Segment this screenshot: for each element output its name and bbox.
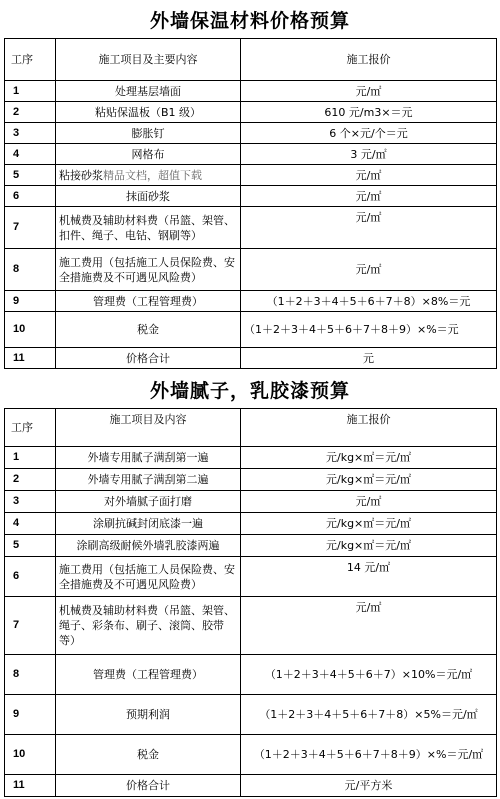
row-no: 3 [5, 123, 56, 144]
row-price: 元/㎡ [241, 249, 497, 291]
table-header-row [5, 409, 497, 447]
insulation-price-table [4, 38, 497, 369]
row-no: 2 [5, 102, 56, 123]
row-price: 610 元/m3×＝元 [241, 102, 497, 123]
row-item: 税金 [56, 312, 241, 348]
table-row [5, 291, 497, 312]
row-price: 6 个×元/个＝元 [241, 123, 497, 144]
row-no: 9 [5, 695, 56, 735]
row-item: 税金 [56, 735, 241, 775]
row-item: 处理基层墙面 [56, 81, 241, 102]
row-item [56, 165, 241, 186]
row-item: 粘贴保温板（B1 级） [56, 102, 241, 123]
row-no: 4 [5, 513, 56, 535]
table-row [5, 312, 497, 348]
row-item: 价格合计 [56, 348, 241, 369]
row-price: （1＋2＋3＋4＋5＋6＋7＋8）×8%＝元 [241, 291, 497, 312]
header-process: 工序 [5, 39, 56, 81]
row-item: 施工费用（包括施工人员保险费、安全措施费及不可遇见风险费） [56, 249, 241, 291]
row-item: 对外墙腻子面打磨 [56, 491, 241, 513]
header-process: 工序 [5, 409, 56, 447]
row-no: 8 [5, 655, 56, 695]
header-item: 施工项目及主要内容 [56, 39, 241, 81]
row-no: 1 [5, 81, 56, 102]
row-no: 3 [5, 491, 56, 513]
table-row [5, 655, 497, 695]
table-row [5, 348, 497, 369]
table-row [5, 144, 497, 165]
row-item: 外墙专用腻子满刮第一遍 [56, 447, 241, 469]
table-row [5, 535, 497, 557]
table-row [5, 249, 497, 291]
row-price: 元/kg×㎡＝元/㎡ [241, 469, 497, 491]
row-no: 5 [5, 535, 56, 557]
row-no: 4 [5, 144, 56, 165]
table-row [5, 102, 497, 123]
row-item: 涂刷高级耐候外墙乳胶漆两遍 [56, 535, 241, 557]
header-price: 施工报价 [241, 409, 497, 447]
row-no: 5 [5, 165, 56, 186]
row-no: 7 [5, 207, 56, 249]
row-item: 外墙专用腻子满刮第二遍 [56, 469, 241, 491]
row-price: 元/㎡ [241, 491, 497, 513]
watermark-text: 精品文档，超值下载 [103, 168, 202, 182]
table-row [5, 165, 497, 186]
row-item: 施工费用（包括施工人员保险费、安全措施费及不可遇见风险费） [56, 557, 241, 597]
row-no: 2 [5, 469, 56, 491]
row-no: 10 [5, 312, 56, 348]
row-price: 元/平方米 [241, 775, 497, 797]
table-row [5, 469, 497, 491]
row-price: 元/㎡ [241, 165, 497, 186]
row-no: 11 [5, 348, 56, 369]
row-no: 6 [5, 557, 56, 597]
table-row [5, 597, 497, 655]
table-header-row [5, 39, 497, 81]
row-no: 6 [5, 186, 56, 207]
row-price: 3 元/㎡ [241, 144, 497, 165]
table-row [5, 735, 497, 775]
row-price: （1＋2＋3＋4＋5＋6＋7＋8＋9）×%＝元 [241, 312, 497, 348]
row-price: 元/㎡ [241, 81, 497, 102]
table-row [5, 123, 497, 144]
table-row [5, 695, 497, 735]
row-item: 机械费及辅助材料费（吊篮、架管、扣件、绳子、电钻、钢刷等） [56, 207, 241, 249]
row-item: 机械费及辅助材料费（吊篮、架管、绳子、彩条布、刷子、滚筒、胶带等） [56, 597, 241, 655]
row-item-text: 粘接砂浆 [59, 168, 103, 182]
row-price: 元/kg×㎡＝元/㎡ [241, 535, 497, 557]
putty-paint-table [4, 408, 497, 797]
row-no: 7 [5, 597, 56, 655]
row-item: 预期利润 [56, 695, 241, 735]
table-row [5, 513, 497, 535]
table-row [5, 557, 497, 597]
table-row [5, 186, 497, 207]
row-price: （1＋2＋3＋4＋5＋6＋7）×10%＝元/㎡ [241, 655, 497, 695]
row-item: 膨胀钉 [56, 123, 241, 144]
row-price: 元/㎡ [241, 207, 497, 249]
table-row [5, 491, 497, 513]
header-item: 施工项目及内容 [56, 409, 241, 447]
row-item: 管理费（工程管理费） [56, 655, 241, 695]
row-item: 管理费（工程管理费） [56, 291, 241, 312]
table2-title: 外墙腻子，乳胶漆预算 [149, 380, 350, 402]
row-price: 元/㎡ [241, 186, 497, 207]
row-price: 元/kg×㎡＝元/㎡ [241, 513, 497, 535]
row-item: 涂刷抗碱封闭底漆一遍 [56, 513, 241, 535]
table1-title: 外墙保温材料价格预算 [149, 10, 350, 32]
row-price: 元 [241, 348, 497, 369]
table-row [5, 447, 497, 469]
table-row [5, 81, 497, 102]
row-no: 11 [5, 775, 56, 797]
row-item: 价格合计 [56, 775, 241, 797]
row-no: 9 [5, 291, 56, 312]
row-no: 10 [5, 735, 56, 775]
table-row [5, 207, 497, 249]
row-price: 元/㎡ [241, 597, 497, 655]
row-item: 抹面砂浆 [56, 186, 241, 207]
table-row [5, 775, 497, 797]
row-no: 8 [5, 249, 56, 291]
row-item: 网格布 [56, 144, 241, 165]
row-price: 元/kg×㎡＝元/㎡ [241, 447, 497, 469]
header-price: 施工报价 [241, 39, 497, 81]
row-price: 14 元/㎡ [241, 557, 497, 597]
row-price: （1＋2＋3＋4＋5＋6＋7＋8）×5%＝元/㎡ [241, 695, 497, 735]
row-no: 1 [5, 447, 56, 469]
row-price: （1＋2＋3＋4＋5＋6＋7＋8＋9）×%＝元/㎡ [241, 735, 497, 775]
